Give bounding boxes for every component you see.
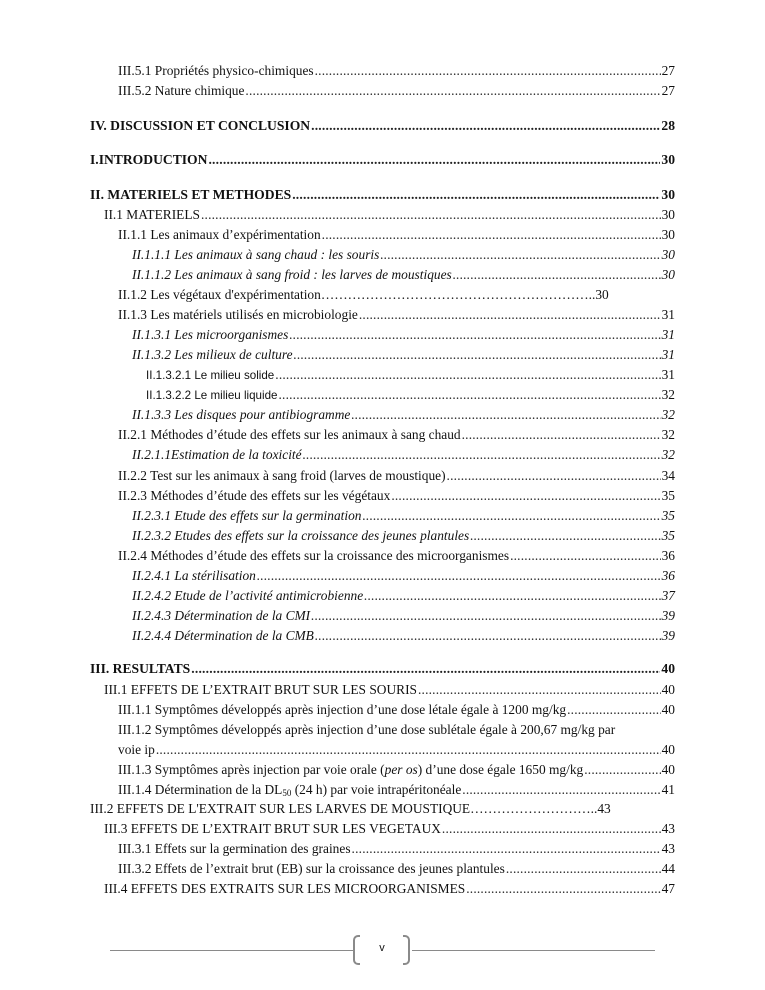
footer-bracket-left — [353, 935, 360, 965]
toc-page-number: 30 — [661, 267, 675, 282]
toc-entry[interactable] — [132, 265, 675, 284]
toc-leader-dots — [447, 466, 661, 485]
toc-page-number: 40 — [661, 661, 675, 676]
toc-page-number: 30 — [595, 287, 609, 302]
toc-label: III.3.2 Effets de l’extrait brut (EB) sur la croissance des jeunes plantules — [118, 861, 505, 876]
toc-page-number: 30 — [661, 187, 675, 202]
toc-page-number: 41 — [661, 782, 675, 797]
toc-page-number: 40 — [661, 742, 675, 757]
toc-leader-dots — [352, 839, 661, 858]
toc-entry[interactable] — [132, 405, 675, 424]
toc-label: II.1.3 Les matériels utilisés en microbiologie — [118, 307, 358, 322]
toc-leader-dots — [362, 506, 660, 525]
toc-entry[interactable] — [132, 586, 675, 605]
toc-page-number: 36 — [661, 548, 675, 563]
toc-leader-dots — [275, 365, 660, 384]
toc-leader-dots — [567, 700, 661, 719]
toc-leader-dots — [311, 116, 660, 135]
toc-label: III.1.1 Symptômes développés après injection d’une dose létale égale à 1200 mg/kg — [118, 702, 567, 717]
toc-entry[interactable] — [104, 205, 675, 224]
toc-entry[interactable] — [118, 740, 675, 759]
toc-entry[interactable] — [104, 879, 675, 898]
toc-entry-label-wrapped[interactable]: III.1.2 Symptômes développés après injection d’une dose sublétale égale à 200,67 mg/kg par — [118, 722, 616, 737]
toc-leader-dots — [208, 150, 660, 169]
toc-page-number: 31 — [661, 347, 675, 362]
toc-entry[interactable] — [146, 385, 675, 405]
toc-leader-dots — [466, 879, 660, 898]
toc-label: II.1.1 Les animaux d’expérimentation — [118, 227, 321, 242]
footer-rule-right — [412, 950, 655, 951]
toc-leader-dots — [380, 245, 660, 264]
toc-label: II.1.1.2 Les animaux à sang froid : les larves de moustiques — [132, 267, 452, 282]
toc-entry[interactable] — [118, 700, 675, 719]
toc-leader-dots — [418, 680, 661, 699]
toc-entry[interactable] — [118, 225, 675, 244]
toc-entry[interactable] — [132, 566, 675, 585]
toc-label: II.2.1.1Estimation de la toxicité — [132, 447, 302, 462]
toc-page-number: 31 — [661, 367, 675, 382]
toc-page-number: 44 — [661, 861, 675, 876]
toc-leader-dots — [294, 345, 661, 364]
toc-label: IV. DISCUSSION ET CONCLUSION — [90, 118, 311, 133]
toc-label: II.2.3.1 Etude des effets sur la germination — [132, 508, 362, 523]
toc-page-number: 28 — [661, 118, 675, 133]
toc-label: II.1.3.2.2 Le milieu liquide — [146, 389, 278, 402]
toc-entry[interactable] — [90, 116, 675, 135]
toc-leader-dots — [462, 425, 661, 444]
toc-label: III.1.4 Détermination de la $DL_{50}$ (24 h) par voie intrapéritonéale — [118, 782, 462, 798]
toc-page-number: 27 — [661, 63, 675, 78]
toc-entry[interactable] — [104, 680, 675, 699]
toc-page-number: 34 — [661, 468, 675, 483]
toc-page-number: 39 — [661, 608, 675, 623]
toc-label: II.1.2 Les végétaux d'expérimentation — [118, 287, 321, 302]
toc-entry[interactable] — [118, 859, 675, 878]
toc-label-continued: voie ip — [118, 742, 155, 757]
footer-rule-left — [110, 950, 353, 951]
toc-label: II.2.3.2 Etudes des effets sur la croissance des jeunes plantules — [132, 528, 470, 543]
toc-leader-dots — [315, 61, 661, 80]
page-number: v — [379, 942, 385, 954]
toc-leader-dots — [359, 305, 661, 324]
toc-label: II.1 MATERIELS — [104, 207, 200, 222]
toc-leader-dots — [364, 586, 660, 605]
toc-entry[interactable] — [132, 345, 675, 364]
toc-leader-dots — [442, 819, 661, 838]
toc-leader-dots — [453, 265, 661, 284]
footer-bracket-right — [403, 935, 410, 965]
toc-page-number: 31 — [661, 307, 675, 322]
toc-page-number: 40 — [661, 702, 675, 717]
toc-label: III.3.1 Effets sur la germination des graines — [118, 841, 351, 856]
toc-leader-dots — [351, 405, 660, 424]
toc-entry[interactable] — [118, 839, 675, 858]
toc-label: II.1.3.3 Les disques pour antibiogramme — [132, 407, 351, 422]
toc-entry[interactable] — [118, 546, 675, 565]
toc-leader-dots — [278, 385, 660, 404]
toc-page-number: 39 — [661, 628, 675, 643]
toc-entry[interactable] — [132, 506, 675, 525]
toc-leader-dots — [257, 566, 661, 585]
toc-label: II.2.3 Méthodes d’étude des effets sur les végétaux — [118, 488, 391, 503]
toc-page-number: 43 — [597, 801, 611, 816]
toc-page-number: 35 — [661, 528, 675, 543]
toc-page-number: 32 — [661, 427, 675, 442]
toc-leader-dots — [391, 486, 660, 505]
toc-leader-dots — [470, 526, 660, 545]
toc-label: III.4 EFFETS DES EXTRAITS SUR LES MICROORGANISMES — [104, 881, 466, 896]
toc-label: II.1.1.1 Les animaux à sang chaud : les souris — [132, 247, 380, 262]
toc-entry[interactable] — [90, 150, 675, 169]
toc-entry[interactable] — [132, 626, 675, 645]
toc-leader-dots — [292, 185, 660, 204]
toc-label: II.1.3.2.1 Le milieu solide — [146, 369, 275, 382]
toc-entry[interactable] — [118, 81, 675, 100]
toc-page-number: 37 — [661, 588, 675, 603]
toc-leader-dots — [201, 205, 661, 224]
toc-entry[interactable] — [118, 466, 675, 485]
toc-entry[interactable] — [132, 445, 675, 464]
toc-leader-dots — [510, 546, 661, 565]
toc-leader-dots — [303, 445, 661, 464]
toc-entry[interactable] — [104, 819, 675, 838]
toc-label: III.2 EFFETS DE L'EXTRAIT SUR LES LARVES DE MOUSTIQUE — [90, 801, 471, 816]
toc-label: III.1.3 Symptômes après injection par voie orale (per os) d’une dose égale 1650 mg/kg — [118, 762, 584, 777]
toc-entry[interactable] — [90, 799, 611, 818]
toc-page-number: 40 — [661, 682, 675, 697]
toc-leader-dots — [506, 859, 661, 878]
toc-leader-dots — [462, 780, 660, 799]
toc-page-number: 31 — [661, 327, 675, 342]
page-footer — [0, 930, 765, 970]
toc-label: II.2.4 Méthodes d’étude des effets sur la croissance des microorganismes — [118, 548, 510, 563]
toc-entry[interactable] — [118, 61, 675, 80]
toc-leader-dots — [584, 760, 660, 779]
toc-label: II.2.4.3 Détermination de la CMI — [132, 608, 311, 623]
toc-entry[interactable] — [90, 659, 675, 678]
toc-page-number: 32 — [661, 387, 675, 402]
toc-page-number: 40 — [661, 762, 675, 777]
toc-label: II.1.3.1 Les microorganismes — [132, 327, 289, 342]
toc-label: II.2.4.2 Etude de l’activité antimicrobienne — [132, 588, 364, 603]
toc-page-number: 30 — [661, 247, 675, 262]
toc-label: III.5.1 Propriétés physico-chimiques — [118, 63, 314, 78]
toc-label: I.INTRODUCTION — [90, 152, 208, 167]
toc-label: II. MATERIELS ET METHODES — [90, 187, 292, 202]
toc-label: II.2.4.4 Détermination de la CMB — [132, 628, 314, 643]
toc-label: II.2.1 Méthodes d’étude des effets sur les animaux à sang chaud — [118, 427, 461, 442]
toc-page-number: 27 — [661, 83, 675, 98]
toc-label: II.2.4.1 La stérilisation — [132, 568, 256, 583]
toc-entry[interactable] — [132, 325, 675, 344]
toc-page-number: 36 — [661, 568, 675, 583]
toc-entry[interactable] — [132, 245, 675, 264]
toc-entry[interactable] — [118, 285, 609, 304]
toc-label: III.5.2 Nature chimique — [118, 83, 245, 98]
toc-leader-dots — [191, 659, 660, 678]
toc-page-number: 43 — [661, 841, 675, 856]
toc-page-number: 32 — [661, 447, 675, 462]
toc-page-number: 35 — [661, 488, 675, 503]
toc-leader-dots: …………………………………………………….. — [320, 287, 596, 302]
toc-page-number: 30 — [661, 227, 675, 242]
toc-entry[interactable] — [90, 185, 675, 204]
toc-page-number: 30 — [661, 152, 675, 167]
toc-label: III. RESULTATS — [90, 661, 191, 676]
toc-entry[interactable] — [118, 760, 675, 779]
toc-label: III.1 EFFETS DE L’EXTRAIT BRUT SUR LES SOURIS — [104, 682, 417, 697]
toc-page-number: 35 — [661, 508, 675, 523]
toc-entry[interactable] — [118, 305, 675, 324]
toc-entry[interactable] — [146, 365, 675, 385]
toc-entry[interactable] — [118, 486, 675, 505]
toc-leader-dots — [245, 81, 660, 100]
toc-leader-dots — [311, 606, 660, 625]
toc-leader-dots: ……………………….. — [470, 801, 598, 816]
toc-label: III.3 EFFETS DE L’EXTRAIT BRUT SUR LES VEGETAUX — [104, 821, 441, 836]
toc-leader-dots — [156, 740, 661, 759]
toc-page-number: 47 — [661, 881, 675, 896]
toc-page-number: 30 — [661, 207, 675, 222]
toc-entry[interactable] — [132, 606, 675, 625]
toc-entry[interactable] — [118, 425, 675, 444]
toc-entry[interactable] — [132, 526, 675, 545]
toc-leader-dots — [315, 626, 661, 645]
toc-leader-dots — [322, 225, 661, 244]
toc-leader-dots — [289, 325, 660, 344]
toc-label: II.2.2 Test sur les animaux à sang froid (larves de moustique) — [118, 468, 446, 483]
toc-label: II.1.3.2 Les milieux de culture — [132, 347, 293, 362]
toc-page-number: 32 — [661, 407, 675, 422]
toc-page-number: 43 — [661, 821, 675, 836]
